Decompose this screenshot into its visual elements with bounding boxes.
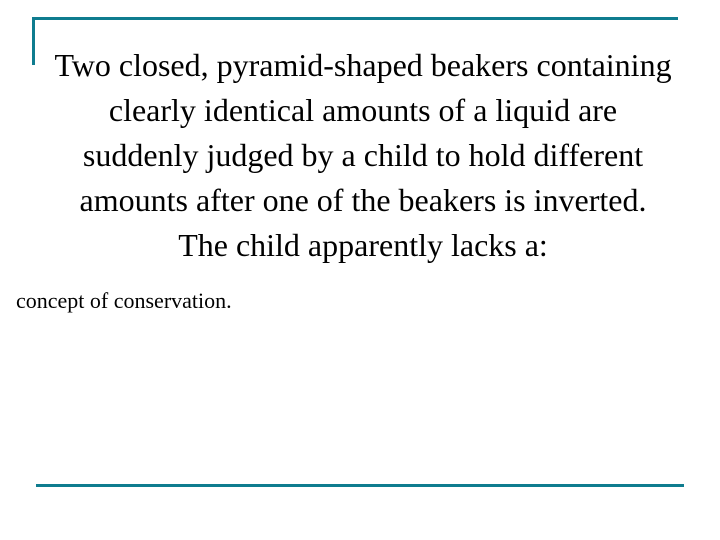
frame-top-line — [32, 17, 678, 20]
frame-left-line — [32, 17, 35, 65]
answer-text: concept of conservation. — [16, 288, 232, 313]
frame-bottom-line — [36, 484, 684, 487]
question-title: Two closed, pyramid-shaped beakers containing clearly identical amounts of a liquid are suddenly judged by a child to hold different amounts after one of the beakers is inverted. The child apparently lacks a: — [54, 47, 672, 263]
